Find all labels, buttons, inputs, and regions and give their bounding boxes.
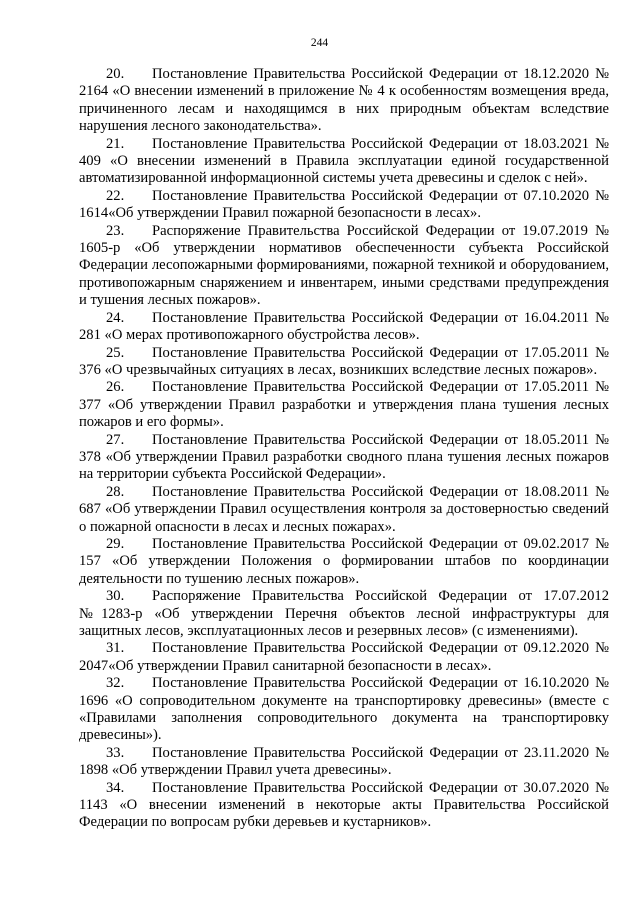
item-text: Постановление Правительства Российской Федерации от 09.02.2017 № 157 «Об утверждении Положения о формировании штабов по координации деятельности по тушению лесных пожаров». xyxy=(79,535,609,587)
list-item xyxy=(79,310,609,345)
list-item xyxy=(79,640,609,675)
item-text: Распоряжение Правительства Российской Федерации от 17.07.2012 №1283-р «Об утверждении Перечня объектов лесной инфраструктуры для защитных лесов, эксплуатационных лесов и резервных лесов» (с изменениями). xyxy=(79,588,609,639)
item-number: 33. xyxy=(106,744,125,761)
item-number: 34. xyxy=(106,779,125,796)
list-item xyxy=(79,780,609,832)
item-number: 24. xyxy=(106,309,125,326)
item-number: 31. xyxy=(106,640,125,657)
item-text: Постановление Правительства Российской Федерации от 09.12.2020 № 2047«Об утверждении Правил санитарной безопасности в лесах». xyxy=(79,640,609,674)
list-item xyxy=(79,432,609,484)
item-text: Постановление Правительства Российской Федерации от 16.10.2020 № 1696 «О сопроводительном документе на транспортировку древесины» (вместе с «Правилами заполнения сопроводительного документа на транспортировку древесины»). xyxy=(79,675,609,744)
list-item xyxy=(79,484,609,536)
list-item xyxy=(79,379,609,431)
list-item xyxy=(79,136,609,188)
item-number: 32. xyxy=(106,675,125,692)
item-number: 28. xyxy=(106,483,125,500)
list-item xyxy=(79,588,609,640)
item-text: Постановление Правительства Российской Федерации от 16.04.2011 № 281 «О мерах противопожарного обустройства лесов». xyxy=(79,309,609,344)
reference-list xyxy=(79,66,609,832)
item-number: 25. xyxy=(106,344,125,361)
item-number: 21. xyxy=(106,135,125,152)
item-number: 30. xyxy=(106,588,125,605)
item-text: Постановление Правительства Российской Федерации от 07.10.2020 № 1614«Об утверждении Правил пожарной безопасности в лесах». xyxy=(79,187,609,222)
item-number: 29. xyxy=(106,535,125,552)
item-text: Постановление Правительства Российской Федерации от 18.08.2011 № 687 «Об утверждении Правил осуществления контроля за достоверностью сведений о пожарной опасности в лесах и лесных пожарах». xyxy=(79,483,609,535)
item-text: Постановление Правительства Российской Федерации от 18.03.2021 № 409 «О внесении изменений в Правила эксплуатации единой государственной автоматизированной информационной системы учета древесины и сделок с ней». xyxy=(79,135,609,187)
item-text: Постановление Правительства Российской Федерации от 17.05.2011 № 377 «Об утверждении Правил разработки и утверждения плана тушения лесных пожаров и его формы». xyxy=(79,379,609,431)
item-text: Постановление Правительства Российской Федерации от 30.07.2020 № 1143 «О внесении изменений в некоторые акты Правительства Российской Федерации по вопросам рубки деревьев и кустарников». xyxy=(79,779,609,831)
item-text: Распоряжение Правительства Российской Федерации от 19.07.2019 № 1605-р «Об утверждении нормативов обеспеченности субъекта Российской Федерации лесопожарными формированиями, пожарной техникой и оборудованием, противопожарным снаряжением и инвентарем, иными средствами предупреждения и тушения лесных пожаров». xyxy=(79,222,609,309)
item-number: 23. xyxy=(106,222,125,239)
list-item xyxy=(79,345,609,380)
item-text: Постановление Правительства Российской Федерации от 23.11.2020 № 1898 «Об утверждении Правил учета древесины». xyxy=(79,744,609,779)
item-number: 22. xyxy=(106,187,125,204)
list-item xyxy=(79,188,609,223)
item-number: 26. xyxy=(106,379,125,396)
item-text: Постановление Правительства Российской Федерации от 17.05.2011 № 376 «О чрезвычайных ситуациях в лесах, возникших вследствие лесных пожаров». xyxy=(79,344,609,378)
page-number: 244 xyxy=(310,37,329,49)
item-text: Постановление Правительства Российской Федерации от 18.12.2020 № 2164 «О внесении изменений в приложение № 4 к особенностям возмещения вреда, причиненного лесам и находящимся в них природным объектам вследствие нарушения лесного законодательства». xyxy=(79,66,609,135)
list-item xyxy=(79,675,609,745)
item-text: Постановление Правительства Российской Федерации от 18.05.2011 № 378 «Об утверждении Правил разработки сводного плана тушения лесных пожаров на территории субъекта Российской Федерации». xyxy=(79,431,609,483)
list-item xyxy=(79,66,609,136)
list-item xyxy=(79,223,609,310)
item-number: 27. xyxy=(106,431,125,448)
list-item xyxy=(79,536,609,588)
list-item xyxy=(79,745,609,780)
item-number: 20. xyxy=(106,66,125,82)
